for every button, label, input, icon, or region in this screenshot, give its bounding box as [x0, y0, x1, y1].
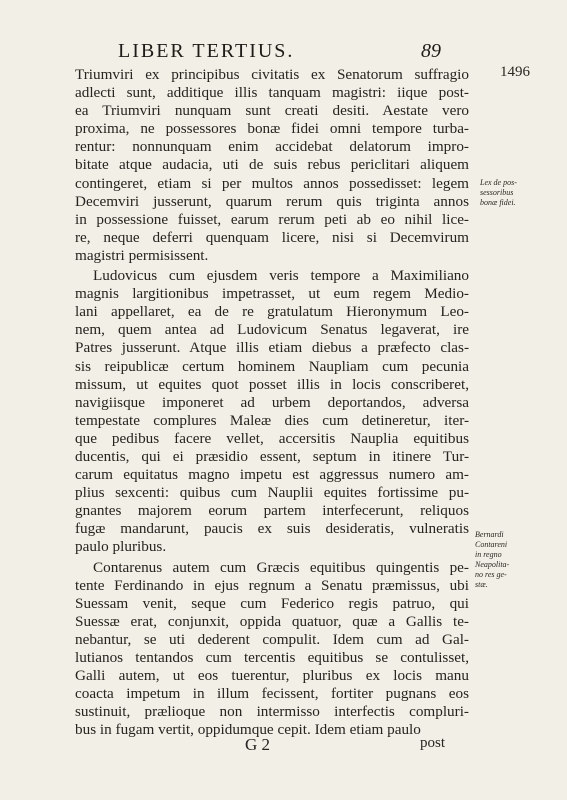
text-line: magistri permisissent.: [75, 246, 209, 264]
body-text: [75, 66, 469, 739]
text-line: rentur: nonnunquam enim accidebat delatorum impro-: [75, 138, 469, 156]
paragraph: [75, 66, 469, 265]
marginal-line: Lex de pos-: [480, 178, 517, 187]
year-marginal-note: 1496: [500, 64, 530, 80]
text-line: Triumviri ex principibus civitatis ex Senatorum suffragio: [75, 66, 469, 83]
paragraph: [75, 267, 469, 557]
signature-mark: G 2: [245, 735, 271, 754]
text-line: carum equitatus magno impetu est aggressus numero am-: [75, 466, 469, 484]
text-line: nebantur, se uti dederent compulit. Idem cum ad Gal-: [75, 630, 469, 648]
text-line: ducentis, qui ei præsidio essent, septum in itinere Tur-: [75, 447, 469, 465]
text-line: coacta impetum in illum fecissent, fortiter pugnans eos: [75, 685, 469, 703]
marginal-line: sessoribus: [480, 188, 514, 197]
text-line: Ludovicus cum ejusdem veris tempore a Maximiliano: [93, 267, 469, 285]
text-line: tente Ferdinando in ejus regnum a Senatu præmissus, ubi: [75, 576, 469, 594]
text-line: lutianos tentandos cum tercentis equitibus se contulisset,: [75, 649, 469, 666]
paragraph: [75, 559, 469, 740]
text-line: que pedibus facere vellet, accersitis Nauplia equitibus: [75, 429, 469, 447]
text-line: magnis largitionibus impetrasset, ut eum regem Medio-: [75, 285, 469, 303]
text-line: nem, quem antea ad Ludovicum Senatus legaverat, ire: [75, 321, 469, 339]
marginal-line: Bernardi: [475, 530, 504, 539]
text-line: Galli autem, ut eos tuerentur, pluribus ex locis manu: [75, 667, 469, 685]
marginal-line: Neapolita-: [475, 560, 510, 569]
marginal-line: no res ge-: [475, 570, 507, 579]
marginal-note-contareni: [475, 530, 535, 590]
text-line: Decemviri jusserunt, quarum rerum quis triginta annos: [75, 192, 469, 210]
text-line: contingeret, etiam si per multos annos possedisset: legem: [75, 174, 469, 192]
marginal-line: Contareni: [475, 540, 508, 549]
marginal-line: bonæ fidei.: [480, 198, 516, 207]
text-line: bitate atque audacia, uti de suis rebus periclitari aliquem: [75, 156, 469, 174]
text-line: tempestate complures Maleæ dies cum detineretur, iter-: [75, 411, 469, 429]
text-line: adlecti sunt, additique illis tanquam magistri: iique post-: [75, 84, 469, 102]
text-line: lani appellaret, ea de re gratulatum Hieronymum Leo-: [75, 303, 469, 321]
text-line: gnantes majorem eorum partem interfecerunt, reliquos: [75, 502, 469, 520]
text-line: missum, ut equites quot posset illis in locis conscriberet,: [75, 375, 469, 393]
text-line: Suessæ erat, conjunxit, oppida quatuor, quæ a Gallis te-: [75, 612, 469, 630]
marginal-line: stæ.: [475, 580, 488, 589]
text-line: Patres jusserunt. Atque illis etiam diebus a præfecto clas-: [75, 339, 469, 357]
catchword: post: [420, 735, 446, 751]
text-line: proxima, ne possessores bonæ fidei omni tempore turba-: [75, 120, 469, 138]
text-line: ea Triumviri nunquam sunt creati desiti. Aestate vero: [75, 102, 469, 120]
marginal-line: in regno: [475, 550, 502, 559]
text-line: Contarenus autem cum Græcis equitibus quingentis pe-: [93, 558, 469, 576]
page-number: 89: [421, 40, 441, 62]
page-header: [0, 40, 567, 68]
text-line: in possessione fuisset, earum rerum peti ab eo nihil lice-: [75, 210, 469, 228]
text-line: paulo pluribus.: [75, 538, 167, 556]
text-line: Suessam venit, seque cum Federico regis patruo, qui: [75, 594, 469, 612]
marginal-note-lex: [480, 178, 550, 208]
text-line: fugæ mandarunt, paucis ex suis desideratis, vulneratis: [75, 520, 469, 538]
text-line: sustinuit, prælioque non intermisso interfectis compluri-: [75, 703, 469, 721]
running-title: LIBER TERTIUS.: [118, 40, 295, 62]
text-line: sis reipublicæ certum hominem Naupliam cum pecunia: [75, 357, 469, 375]
text-line: re, neque deferri quenquam licere, nisi si Decemvirum: [75, 228, 469, 246]
page-footer: [0, 735, 567, 759]
text-line: navigiisque imponeret ad urbem deportandos, adversa: [75, 393, 469, 411]
text-line: bus in fugam vertit, oppidumque cepit. Idem etiam paulo: [75, 721, 421, 739]
text-line: plius sexcenti: quibus cum Nauplii equites fortissime pu-: [75, 484, 469, 502]
